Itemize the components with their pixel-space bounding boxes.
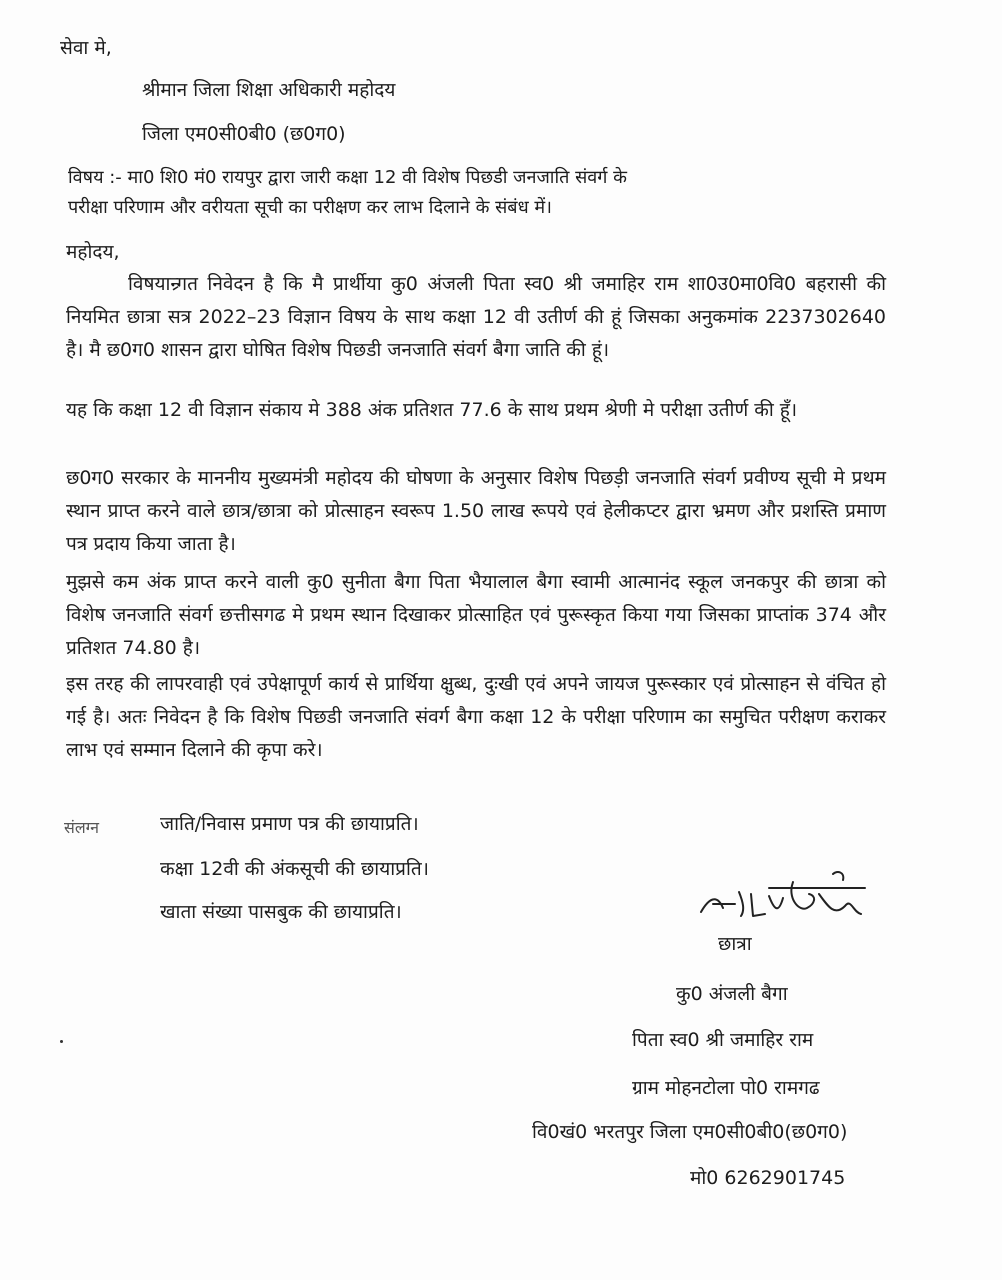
paragraph-2: यह कि कक्षा 12 वी विज्ञान संकाय मे 388 अंक प्रतिशत 77.6 के साथ प्रथम श्रेणी मे परीक्षा उतीर्ण की हूँ। bbox=[66, 399, 798, 421]
paragraph-5: इस तरह की लापरवाही एवं उपेक्षापूर्ण कार्य से प्रार्थिया क्षुब्ध, दुःखी एवं अपने जायज पुरूस्कार एवं प्रोत्साहन से वंचित हो गई है। अतः निवेदन है कि विशेष पिछडी जनजाति संवर्ग बैगा कक्षा 12 के परीक्षा परिणाम का समुचित परीक्षण कराकर लाभ एवं सम्मान दिलाने की कृपा करे। bbox=[66, 673, 886, 761]
enclosure-item: कक्षा 12वी की अंकसूची की छायाप्रति। bbox=[160, 858, 429, 880]
scan-speck bbox=[60, 1040, 63, 1043]
enclosure-item: जाति/निवास प्रमाण पत्र की छायाप्रति। bbox=[160, 813, 419, 835]
paragraph-3: छ0ग0 सरकार के माननीय मुख्यमंत्री महोदय की घोषणा के अनुसार विशेष पिछड़ी जनजाति संवर्ग प्रवीण्य सूची मे प्रथम स्थान प्राप्त करने वाले छात्र/छात्रा को प्रोत्साहन स्वरूप 1.50 लाख रूपये एवं हेलीकप्टर द्वारा भ्रमण और प्रशस्ति प्रमाण पत्र प्रदाय किया जाता है। bbox=[66, 467, 886, 555]
paragraph-1: विषयान्र्गत निवेदन है कि मै प्रार्थीया कु0 अंजली पिता स्व0 श्री जमाहिर राम शा0उ0मा0वि0 बहरासी की नियमित छात्रा सत्र 2022–23 विज्ञान विषय के साथ कक्षा 12 वी उतीर्ण की हूं जिसका अनुकमांक 2237302640 है। मै छ0ग0 शासन द्वारा घोषित विशेष पिछडी जनजाति संवर्ग बैगा जाति की हूं। bbox=[66, 273, 886, 361]
greeting: महोदय, bbox=[66, 241, 120, 263]
handwritten-signature bbox=[695, 868, 875, 928]
recipient-district: जिला एम0सी0बी0 (छ0ग0) bbox=[142, 123, 346, 145]
recipient-title: श्रीमान जिला शिक्षा अधिकारी महोदय bbox=[142, 79, 396, 101]
salutation-to: सेवा मे, bbox=[60, 37, 112, 59]
enclosure-label: संलग्न bbox=[64, 818, 100, 837]
sender-village: ग्राम मोहनटोला पो0 रामगढ bbox=[632, 1077, 820, 1099]
subject-line-2: परीक्षा परिणाम और वरीयता सूची का परीक्षण कर लाभ दिलाने के संबंध में। bbox=[68, 197, 552, 218]
sender-father: पिता स्व0 श्री जमाहिर राम bbox=[632, 1029, 814, 1051]
sender-role: छात्रा bbox=[718, 933, 752, 955]
sender-block: वि0खं0 भरतपुर जिला एम0सी0बी0(छ0ग0) bbox=[532, 1121, 848, 1143]
enclosure-item: खाता संख्या पासबुक की छायाप्रति। bbox=[160, 901, 402, 923]
subject-line-1: विषय :- मा0 शि0 मं0 रायपुर द्वारा जारी कक्षा 12 वी विशेष पिछडी जनजाति संवर्ग के bbox=[68, 167, 627, 188]
paragraph-4: मुझसे कम अंक प्राप्त करने वाली कु0 सुनीता बैगा पिता भैयालाल बैगा स्वामी आत्मानंद स्कूल जनकपुर की छात्रा को विशेष जनजाति संवर्ग छत्तीसगढ मे प्रथम स्थान दिखाकर प्रोत्साहित एवं पुरूस्कृत किया गया जिसका प्राप्तांक 374 और प्रतिशत 74.80 है। bbox=[66, 571, 886, 659]
sender-name: कु0 अंजली बैगा bbox=[676, 983, 788, 1005]
sender-mobile: मो0 6262901745 bbox=[690, 1167, 846, 1189]
